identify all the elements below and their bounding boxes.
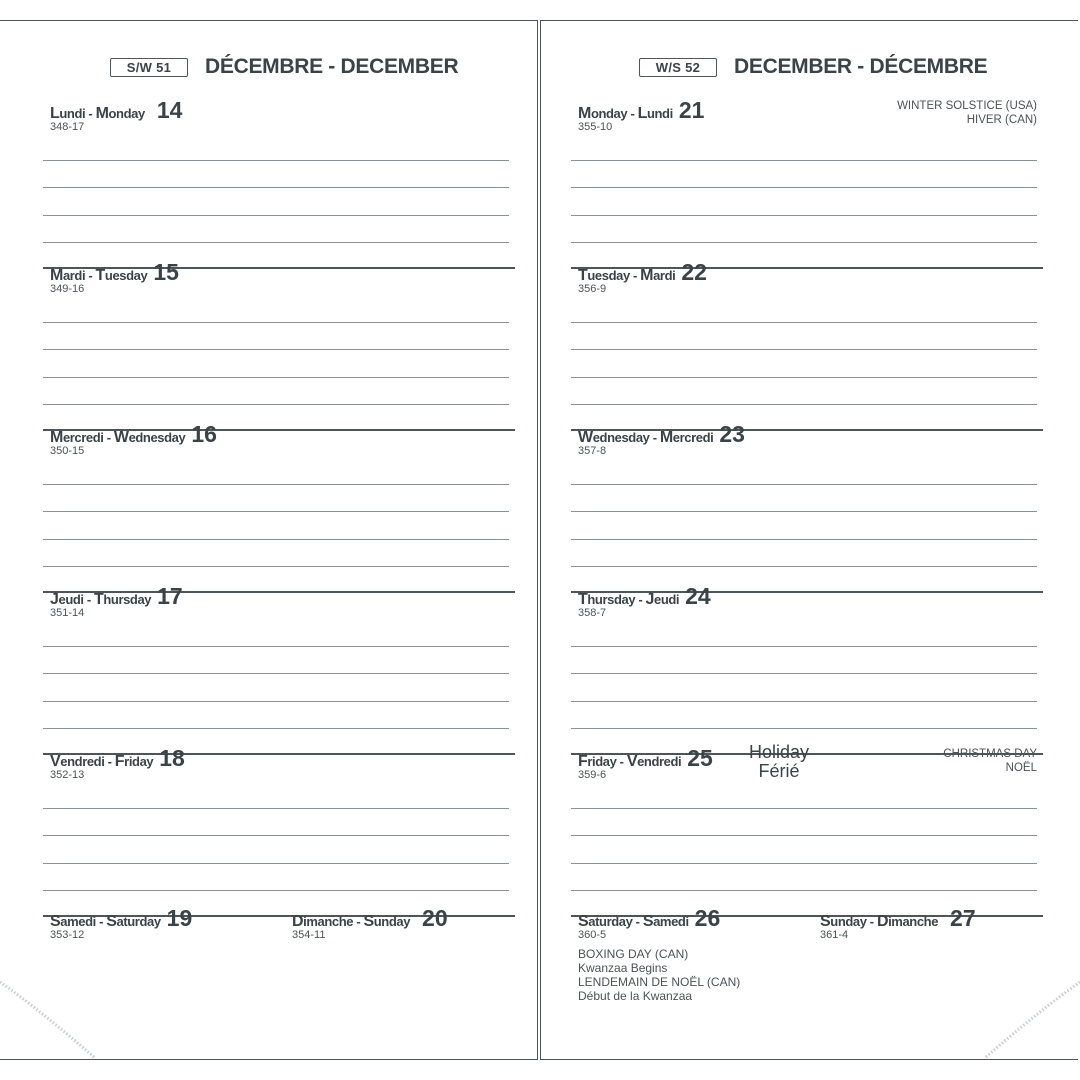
day-name-separator: - — [635, 592, 646, 607]
day-name-secondary: Dimanche — [876, 913, 939, 930]
writing-line[interactable] — [571, 808, 1037, 809]
weekend-block — [571, 899, 1043, 1029]
event-note-line: Kwanzaa Begins — [578, 961, 668, 975]
month-title: DÉCEMBRE - DECEMBER — [205, 55, 459, 78]
writing-line[interactable] — [43, 808, 509, 809]
day-name-separator: - — [353, 914, 364, 929]
writing-line[interactable] — [571, 511, 1037, 512]
writing-line[interactable] — [571, 242, 1037, 243]
day-of-year-code: 358-7 — [578, 607, 607, 619]
day-number: 20 — [422, 905, 448, 931]
day-header — [578, 421, 745, 448]
writing-line[interactable] — [571, 728, 1037, 729]
left-page-header — [110, 55, 458, 79]
day-of-year-code: 356-9 — [578, 283, 607, 295]
day-name-primary: Monday — [578, 105, 628, 122]
day-name-secondary: Vendredi — [626, 753, 682, 770]
day-header — [50, 259, 179, 286]
day-of-year-code: 350-15 — [50, 445, 85, 457]
writing-line[interactable] — [43, 404, 509, 405]
day-block — [43, 253, 515, 416]
day-name-separator: - — [649, 430, 660, 445]
writing-line[interactable] — [43, 242, 509, 243]
day-name-primary: Mardi — [50, 267, 86, 284]
day-block — [571, 577, 1043, 740]
writing-line[interactable] — [571, 187, 1037, 188]
writing-line[interactable] — [43, 566, 509, 567]
day-block — [43, 91, 515, 254]
day-name-separator: - — [632, 914, 643, 929]
event-note-line: LENDEMAIN DE NOËL (CAN) — [578, 975, 741, 989]
day-number: 22 — [681, 259, 707, 285]
day-name-separator: - — [103, 430, 114, 445]
day-block — [571, 415, 1043, 578]
day-header — [292, 905, 448, 932]
writing-line[interactable] — [43, 701, 509, 702]
day-name-separator: - — [83, 592, 94, 607]
event-note-line: NOËL — [1005, 762, 1037, 774]
day-name-secondary: Thursday — [93, 591, 152, 608]
writing-line[interactable] — [43, 484, 509, 485]
day-name-primary: Lundi — [50, 105, 86, 122]
event-note — [578, 947, 740, 1003]
day-block — [571, 91, 1043, 254]
day-number: 27 — [950, 905, 976, 931]
day-of-year-code: 354-11 — [292, 929, 326, 941]
writing-line[interactable] — [571, 863, 1037, 864]
writing-line[interactable] — [43, 890, 509, 891]
day-of-year-code: 361-4 — [820, 929, 849, 941]
day-name-primary: Friday — [578, 753, 617, 770]
day-name-separator: - — [104, 754, 115, 769]
day-name-primary: Vendredi — [50, 753, 105, 770]
day-name-secondary: Mardi — [640, 267, 676, 284]
day-header — [50, 421, 217, 448]
day-number: 18 — [159, 745, 185, 771]
holiday-text: Holiday — [749, 742, 810, 762]
day-name-primary: Sunday — [820, 913, 867, 930]
day-name-secondary: Wednesday — [113, 429, 186, 446]
writing-line[interactable] — [571, 701, 1037, 702]
day-number: 23 — [719, 421, 745, 447]
weekend-day — [571, 899, 807, 1019]
writing-line[interactable] — [571, 673, 1037, 674]
writing-line[interactable] — [571, 539, 1037, 540]
day-name-primary: Wednesday — [578, 429, 650, 446]
day-name-primary: Mercredi — [50, 429, 104, 446]
writing-line[interactable] — [571, 377, 1037, 378]
binding-spine — [538, 20, 540, 1060]
writing-line[interactable] — [571, 160, 1037, 161]
writing-line[interactable] — [43, 728, 509, 729]
event-note-line: HIVER (CAN) — [966, 114, 1037, 126]
writing-line[interactable] — [43, 322, 509, 323]
right-page-header — [639, 55, 987, 79]
day-of-year-code: 352-13 — [50, 769, 85, 781]
day-number: 17 — [157, 583, 183, 609]
day-number: 26 — [694, 905, 721, 931]
writing-line[interactable] — [43, 646, 509, 647]
writing-line[interactable] — [43, 215, 509, 216]
day-name-separator: - — [616, 754, 627, 769]
day-name-secondary: Mercredi — [659, 429, 714, 446]
day-name-primary: Thursday — [578, 591, 636, 608]
day-of-year-code: 348-17 — [50, 121, 85, 133]
writing-line[interactable] — [571, 835, 1037, 836]
day-header — [50, 745, 185, 772]
day-block — [43, 577, 515, 740]
day-block — [43, 415, 515, 578]
day-header — [578, 905, 720, 932]
event-note-line: CHRISTMAS DAY — [943, 748, 1037, 760]
writing-line[interactable] — [43, 160, 509, 161]
day-of-year-code: 353-12 — [50, 929, 85, 941]
writing-line[interactable] — [571, 322, 1037, 323]
day-of-year-code: 360-5 — [578, 929, 607, 941]
day-header — [50, 583, 183, 610]
writing-line[interactable] — [43, 349, 509, 350]
day-name-secondary: Tuesday — [95, 267, 148, 284]
writing-line[interactable] — [43, 539, 509, 540]
writing-line[interactable] — [571, 404, 1037, 405]
day-header — [578, 745, 713, 772]
day-block — [43, 739, 515, 902]
day-name-separator: - — [627, 106, 638, 121]
writing-line[interactable] — [43, 377, 509, 378]
day-of-year-code: 357-8 — [578, 445, 607, 457]
page-corner-decoration — [0, 980, 100, 1060]
writing-line[interactable] — [571, 890, 1037, 891]
day-block — [571, 739, 1043, 902]
event-note-line: Début de la Kwanzaa — [578, 989, 693, 1003]
day-number: 19 — [166, 905, 193, 931]
day-name-separator: - — [866, 914, 877, 929]
event-note-line: BOXING DAY (CAN) — [578, 947, 689, 961]
day-name-primary: Samedi — [50, 913, 96, 930]
day-of-year-code: 349-16 — [50, 283, 85, 295]
day-name-primary: Saturday — [578, 913, 633, 930]
day-name-primary: Jeudi — [50, 591, 84, 608]
writing-line[interactable] — [571, 566, 1037, 567]
page-corner-decoration — [980, 980, 1080, 1060]
day-header — [820, 905, 976, 932]
event-note-line: WINTER SOLSTICE (USA) — [897, 100, 1037, 112]
day-number: 25 — [687, 745, 713, 771]
day-of-year-code: 351-14 — [50, 607, 85, 619]
day-name-secondary: Lundi — [637, 105, 673, 122]
day-name-primary: Tuesday — [578, 267, 630, 284]
day-name-separator: - — [629, 268, 641, 283]
day-number: 16 — [191, 421, 217, 447]
day-block — [571, 253, 1043, 416]
day-name-secondary: Jeudi — [645, 591, 680, 608]
day-header — [50, 97, 182, 124]
month-title: DECEMBER - DÉCEMBRE — [734, 55, 988, 78]
day-name-separator: - — [85, 106, 96, 121]
writing-line[interactable] — [571, 484, 1037, 485]
day-header — [578, 97, 704, 124]
day-name-secondary: Saturday — [106, 913, 161, 930]
day-header — [578, 583, 711, 610]
day-number: 24 — [685, 583, 711, 609]
day-header — [578, 259, 707, 286]
writing-line[interactable] — [571, 349, 1037, 350]
holiday-text: Férié — [758, 761, 800, 781]
weekend-block — [43, 899, 515, 1029]
writing-line[interactable] — [571, 646, 1037, 647]
writing-line[interactable] — [43, 863, 509, 864]
writing-line[interactable] — [43, 187, 509, 188]
event-note — [897, 99, 1037, 127]
day-number: 21 — [678, 97, 705, 123]
weekend-day — [285, 899, 521, 1019]
day-of-year-code: 355-10 — [578, 121, 613, 133]
right-page — [540, 20, 1078, 1060]
week-label: S/W 51 — [110, 58, 188, 77]
writing-line[interactable] — [571, 215, 1037, 216]
day-number: 14 — [156, 97, 183, 123]
day-name-secondary: Sunday — [363, 913, 411, 930]
week-label: W/S 52 — [639, 58, 717, 77]
writing-line[interactable] — [43, 673, 509, 674]
day-name-secondary: Monday — [95, 105, 145, 122]
day-number: 15 — [153, 259, 179, 285]
writing-line[interactable] — [43, 835, 509, 836]
day-name-secondary: Friday — [114, 753, 154, 770]
writing-line[interactable] — [43, 511, 509, 512]
holiday-label — [749, 743, 809, 781]
day-name-separator: - — [85, 268, 96, 283]
day-name-secondary: Samedi — [642, 913, 689, 930]
day-header — [50, 905, 192, 932]
day-name-separator: - — [95, 914, 107, 929]
left-page — [0, 20, 538, 1060]
day-name-primary: Dimanche — [292, 913, 354, 930]
event-note — [943, 747, 1037, 775]
day-of-year-code: 359-6 — [578, 769, 607, 781]
